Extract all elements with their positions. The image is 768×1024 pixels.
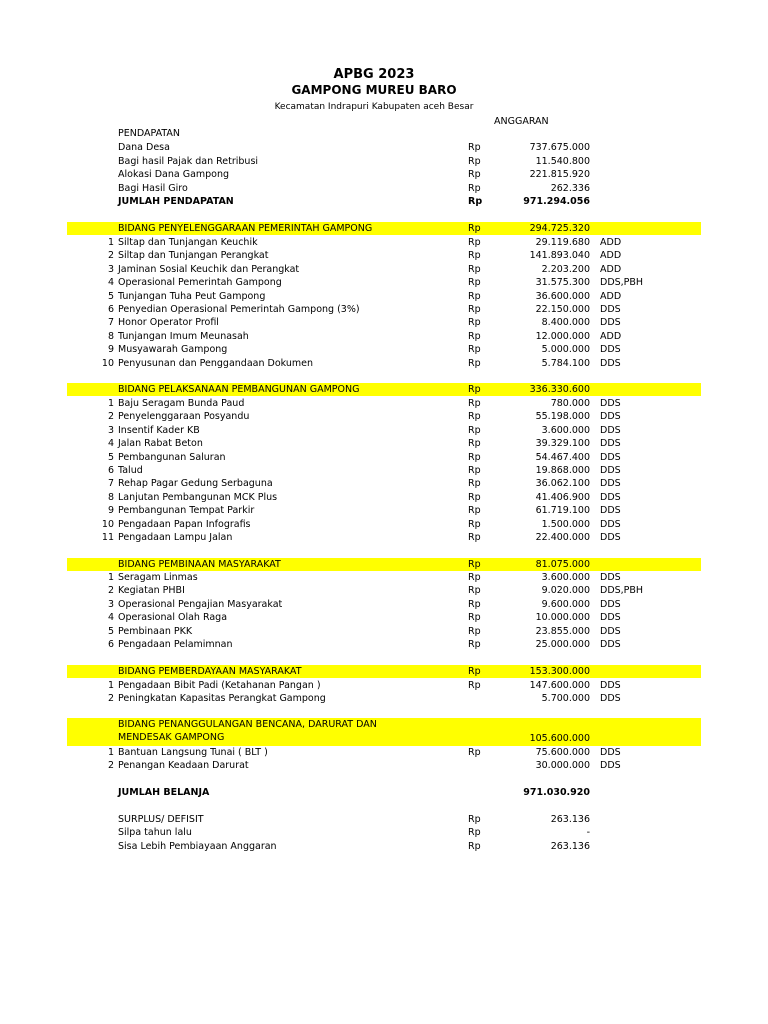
row-description: Bagi Hasil Giro xyxy=(118,183,188,194)
row-source-code: DDS xyxy=(600,438,621,449)
table-row xyxy=(0,625,768,638)
row-currency: Rp xyxy=(468,492,481,503)
row-amount: 8.400.000 xyxy=(541,317,590,328)
row-currency: Rp xyxy=(468,223,481,234)
row-number: 8 xyxy=(107,331,114,342)
row-amount: 737.675.000 xyxy=(529,142,590,153)
row-number: 2 xyxy=(107,585,114,596)
row-source-code: DDS xyxy=(600,425,621,436)
row-description: BIDANG PENANGGULANGAN BENCANA, DARURAT DAN MENDESAK GAMPONG xyxy=(118,719,377,743)
row-amount: 9.020.000 xyxy=(541,585,590,596)
row-number: 10 xyxy=(101,358,114,369)
row-description: Pembinaan PKK xyxy=(118,626,193,637)
row-currency: Rp xyxy=(468,142,481,153)
row-source-code: DDS xyxy=(600,747,621,758)
row-number: 9 xyxy=(107,505,114,516)
row-amount: 105.600.000 xyxy=(529,733,590,744)
row-amount: 10.000.000 xyxy=(535,612,590,623)
row-amount: 9.600.000 xyxy=(541,599,590,610)
row-amount: 41.406.900 xyxy=(535,492,590,503)
row-description: Operasional Pengajian Masyarakat xyxy=(118,599,283,610)
section-header-bidang4 xyxy=(67,665,701,678)
table-row xyxy=(0,746,768,759)
table-row xyxy=(0,679,768,692)
row-source-code: ADD xyxy=(600,237,622,248)
row-number: 10 xyxy=(101,519,114,530)
row-description: Pengadaan Papan Infografis xyxy=(118,519,251,530)
row-currency: Rp xyxy=(468,666,481,677)
row-description: Tunjangan Tuha Peut Gampong xyxy=(118,291,266,302)
row-amount: 262.336 xyxy=(550,183,590,194)
row-source-code: DDS xyxy=(600,492,621,503)
row-currency: Rp xyxy=(468,612,481,623)
row-source-code: DDS xyxy=(600,639,621,650)
row-source-code: DDS xyxy=(600,465,621,476)
row-amount: 3.600.000 xyxy=(541,572,590,583)
row-description: Kegiatan PHBI xyxy=(118,585,185,596)
summary-row xyxy=(0,826,768,839)
row-description: Operasional Olah Raga xyxy=(118,612,228,623)
row-description: Lanjutan Pembangunan MCK Plus xyxy=(118,492,278,503)
table-row xyxy=(0,276,768,289)
row-currency: Rp xyxy=(468,532,481,543)
table-row xyxy=(0,141,768,154)
document-title: APBG 2023 xyxy=(333,67,415,82)
row-amount: 153.300.000 xyxy=(529,666,590,677)
row-currency: Rp xyxy=(468,384,481,395)
row-description: Jalan Rabat Beton xyxy=(118,438,203,449)
section-header-bidang1 xyxy=(67,222,701,235)
section-header-bidang5 xyxy=(67,718,701,746)
row-currency: Rp xyxy=(468,841,481,852)
row-currency: Rp xyxy=(468,169,481,180)
row-source-code: DDS xyxy=(600,478,621,489)
row-amount: 3.600.000 xyxy=(541,425,590,436)
row-description: BIDANG PELAKSANAAN PEMBANGUNAN GAMPONG xyxy=(118,384,360,395)
row-number: 6 xyxy=(107,465,114,476)
row-currency: Rp xyxy=(468,505,481,516)
row-description: Talud xyxy=(118,465,143,476)
table-row xyxy=(0,424,768,437)
row-source-code: DDS xyxy=(600,317,621,328)
row-description: Peningkatan Kapasitas Perangkat Gampong xyxy=(118,693,326,704)
row-amount: 1.500.000 xyxy=(541,519,590,530)
row-source-code: DDS xyxy=(600,452,621,463)
table-row xyxy=(0,598,768,611)
table-row xyxy=(0,437,768,450)
row-number: 7 xyxy=(107,478,114,489)
row-source-code: DDS xyxy=(600,680,621,691)
section-header-bidang2 xyxy=(67,383,701,396)
row-currency: Rp xyxy=(468,639,481,650)
row-source-code: DDS xyxy=(600,760,621,771)
row-amount: 30.000.000 xyxy=(535,760,590,771)
row-source-code: DDS xyxy=(600,519,621,530)
total-row-pendapatan xyxy=(0,195,768,208)
row-description: BIDANG PEMBERDAYAAN MASYARAKAT xyxy=(118,666,302,677)
row-currency: Rp xyxy=(468,183,481,194)
row-amount: 75.600.000 xyxy=(535,747,590,758)
table-row xyxy=(0,397,768,410)
row-currency: Rp xyxy=(468,156,481,167)
row-currency: Rp xyxy=(468,599,481,610)
row-number: 3 xyxy=(107,599,114,610)
row-number: 1 xyxy=(107,747,114,758)
row-description: Bantuan Langsung Tunai ( BLT ) xyxy=(118,747,268,758)
row-currency: Rp xyxy=(468,585,481,596)
row-currency: Rp xyxy=(468,478,481,489)
row-description: PENDAPATAN xyxy=(118,128,181,139)
row-amount: 336.330.600 xyxy=(529,384,590,395)
row-source-code: ADD xyxy=(600,264,622,275)
table-row xyxy=(0,451,768,464)
table-row xyxy=(0,303,768,316)
table-row xyxy=(0,290,768,303)
section-header-bidang3 xyxy=(67,558,701,571)
row-description: Penyelenggaraan Posyandu xyxy=(118,411,250,422)
row-source-code: DDS xyxy=(600,626,621,637)
row-description: Tunjangan Imum Meunasah xyxy=(118,331,249,342)
table-row xyxy=(0,249,768,262)
row-number: 1 xyxy=(107,398,114,409)
summary-row xyxy=(0,813,768,826)
row-currency: Rp xyxy=(468,264,481,275)
row-amount: 61.719.100 xyxy=(535,505,590,516)
row-source-code: ADD xyxy=(600,291,622,302)
row-source-code: DDS xyxy=(600,693,621,704)
row-number: 1 xyxy=(107,680,114,691)
row-amount: 22.150.000 xyxy=(535,304,590,315)
row-description: BIDANG PEMBINAAN MASYARAKAT xyxy=(118,559,281,570)
row-amount: 11.540.800 xyxy=(535,156,590,167)
table-row xyxy=(0,491,768,504)
row-amount: 12.000.000 xyxy=(535,331,590,342)
row-description: JUMLAH PENDAPATAN xyxy=(118,196,234,207)
row-number: 5 xyxy=(107,626,114,637)
row-number: 6 xyxy=(107,304,114,315)
row-source-code: DDS xyxy=(600,612,621,623)
row-number: 11 xyxy=(101,532,114,543)
row-description: Silpa tahun lalu xyxy=(118,827,192,838)
row-currency: Rp xyxy=(468,250,481,261)
row-number: 7 xyxy=(107,317,114,328)
row-source-code: DDS xyxy=(600,358,621,369)
row-description: Penangan Keadaan Darurat xyxy=(118,760,249,771)
row-amount: 2.203.200 xyxy=(541,264,590,275)
row-amount: 54.467.400 xyxy=(535,452,590,463)
row-number: 4 xyxy=(107,438,114,449)
row-amount: 25.000.000 xyxy=(535,639,590,650)
row-amount: 971.294.056 xyxy=(523,196,590,207)
row-description: JUMLAH BELANJA xyxy=(118,787,210,798)
row-amount: 971.030.920 xyxy=(523,787,590,798)
row-currency: Rp xyxy=(468,425,481,436)
row-description: Pengadaan Bibit Padi (Ketahanan Pangan ) xyxy=(118,680,321,691)
row-source-code: DDS xyxy=(600,572,621,583)
row-number: 6 xyxy=(107,639,114,650)
row-description: Rehap Pagar Gedung Serbaguna xyxy=(118,478,273,489)
table-row xyxy=(0,571,768,584)
table-row xyxy=(0,518,768,531)
row-amount: 5.000.000 xyxy=(541,344,590,355)
row-description: Siltap dan Tunjangan Keuchik xyxy=(118,237,258,248)
row-currency: Rp xyxy=(468,452,481,463)
row-number: 1 xyxy=(107,572,114,583)
row-number: 9 xyxy=(107,344,114,355)
row-description: Pembangunan Saluran xyxy=(118,452,226,463)
row-description: Baju Seragam Bunda Paud xyxy=(118,398,245,409)
row-amount: 36.600.000 xyxy=(535,291,590,302)
row-description: Bagi hasil Pajak dan Retribusi xyxy=(118,156,259,167)
row-number: 5 xyxy=(107,291,114,302)
table-row xyxy=(0,504,768,517)
row-amount: 31.575.300 xyxy=(535,277,590,288)
row-description: Seragam Linmas xyxy=(118,572,198,583)
row-number: 8 xyxy=(107,492,114,503)
row-description: BIDANG PENYELENGGARAAN PEMERINTAH GAMPONG xyxy=(118,223,373,234)
row-currency: Rp xyxy=(468,465,481,476)
row-currency: Rp xyxy=(468,519,481,530)
table-row xyxy=(0,236,768,249)
table-row xyxy=(0,357,768,370)
row-source-code: DDS,PBH xyxy=(600,277,644,288)
table-row xyxy=(0,611,768,624)
row-currency: Rp xyxy=(468,411,481,422)
row-number: 4 xyxy=(107,612,114,623)
row-source-code: DDS xyxy=(600,304,621,315)
row-amount: 263.136 xyxy=(550,841,590,852)
row-description: Sisa Lebih Pembiayaan Anggaran xyxy=(118,841,277,852)
row-amount: 55.198.000 xyxy=(535,411,590,422)
row-currency: Rp xyxy=(468,559,481,570)
row-description: Musyawarah Gampong xyxy=(118,344,228,355)
row-amount: 141.893.040 xyxy=(529,250,590,261)
table-row xyxy=(0,155,768,168)
row-source-code: ADD xyxy=(600,331,622,342)
row-currency: Rp xyxy=(468,358,481,369)
row-source-code: DDS xyxy=(600,344,621,355)
row-number: 5 xyxy=(107,452,114,463)
row-number: 2 xyxy=(107,760,114,771)
row-currency: Rp xyxy=(468,827,481,838)
row-amount: 22.400.000 xyxy=(535,532,590,543)
row-description: Honor Operator Profil xyxy=(118,317,219,328)
table-row xyxy=(0,343,768,356)
row-description: Pembangunan Tempat Parkir xyxy=(118,505,255,516)
row-amount: 294.725.320 xyxy=(529,223,590,234)
row-amount: 780.000 xyxy=(550,398,590,409)
row-currency: Rp xyxy=(468,814,481,825)
row-number: 3 xyxy=(107,425,114,436)
row-source-code: DDS xyxy=(600,398,621,409)
row-amount: 19.868.000 xyxy=(535,465,590,476)
table-row xyxy=(0,638,768,651)
row-amount: 23.855.000 xyxy=(535,626,590,637)
row-number: 2 xyxy=(107,693,114,704)
row-currency: Rp xyxy=(468,237,481,248)
table-row xyxy=(0,263,768,276)
row-description: Operasional Pemerintah Gampong xyxy=(118,277,282,288)
table-row xyxy=(0,316,768,329)
row-description: SURPLUS/ DEFISIT xyxy=(118,814,204,825)
row-currency: Rp xyxy=(468,626,481,637)
row-currency: Rp xyxy=(468,304,481,315)
document-location: Kecamatan Indrapuri Kabupaten aceh Besar xyxy=(274,102,474,112)
row-number: 1 xyxy=(107,237,114,248)
table-row xyxy=(0,692,768,705)
table-row xyxy=(0,168,768,181)
row-description: Penyedian Operasional Pemerintah Gampong (3%) xyxy=(118,304,360,315)
row-source-code: DDS xyxy=(600,505,621,516)
row-description: Jaminan Sosial Keuchik dan Perangkat xyxy=(118,264,300,275)
row-currency: Rp xyxy=(468,331,481,342)
table-row xyxy=(0,182,768,195)
row-currency: Rp xyxy=(468,277,481,288)
row-source-code: ADD xyxy=(600,250,622,261)
row-description: Alokasi Dana Gampong xyxy=(118,169,230,180)
row-source-code: DDS,PBH xyxy=(600,585,644,596)
row-source-code: DDS xyxy=(600,532,621,543)
table-row xyxy=(0,531,768,544)
row-amount: 39.329.100 xyxy=(535,438,590,449)
row-amount: 36.062.100 xyxy=(535,478,590,489)
row-amount: 221.815.920 xyxy=(529,169,590,180)
row-currency: Rp xyxy=(468,680,481,691)
row-amount: 5.784.100 xyxy=(541,358,590,369)
total-row-belanja xyxy=(0,786,768,799)
table-row xyxy=(0,410,768,423)
row-amount: 29.119.680 xyxy=(535,237,590,248)
summary-row xyxy=(0,840,768,853)
row-number: 3 xyxy=(107,264,114,275)
row-description: Penyusunan dan Penggandaan Dokumen xyxy=(118,358,313,369)
row-source-code: DDS xyxy=(600,599,621,610)
row-currency: Rp xyxy=(468,291,481,302)
table-row xyxy=(0,477,768,490)
row-amount: - xyxy=(586,827,590,838)
document-subtitle: GAMPONG MUREU BARO xyxy=(291,83,457,97)
row-number: 2 xyxy=(107,250,114,261)
section-heading-pendapatan xyxy=(0,127,768,140)
row-description: Pengadaan Pelamimnan xyxy=(118,639,233,650)
row-currency: Rp xyxy=(468,344,481,355)
row-description: Pengadaan Lampu Jalan xyxy=(118,532,233,543)
row-currency: Rp xyxy=(468,317,481,328)
table-row xyxy=(0,330,768,343)
row-amount: 147.600.000 xyxy=(529,680,590,691)
row-amount: 81.075.000 xyxy=(535,559,590,570)
table-row xyxy=(0,464,768,477)
row-currency: Rp xyxy=(468,747,481,758)
row-description: Siltap dan Tunjangan Perangkat xyxy=(118,250,269,261)
row-description: Insentif Kader KB xyxy=(118,425,200,436)
row-currency: Rp xyxy=(468,398,481,409)
row-amount: 263.136 xyxy=(550,814,590,825)
row-currency: Rp xyxy=(468,196,483,207)
row-amount: 5.700.000 xyxy=(541,693,590,704)
row-currency: Rp xyxy=(468,438,481,449)
table-row xyxy=(0,584,768,597)
row-currency: Rp xyxy=(468,572,481,583)
row-source-code: DDS xyxy=(600,411,621,422)
table-row xyxy=(0,759,768,772)
row-description: Dana Desa xyxy=(118,142,170,153)
row-number: 2 xyxy=(107,411,114,422)
row-number: 4 xyxy=(107,277,114,288)
column-header-anggaran: ANGGARAN xyxy=(494,116,549,127)
